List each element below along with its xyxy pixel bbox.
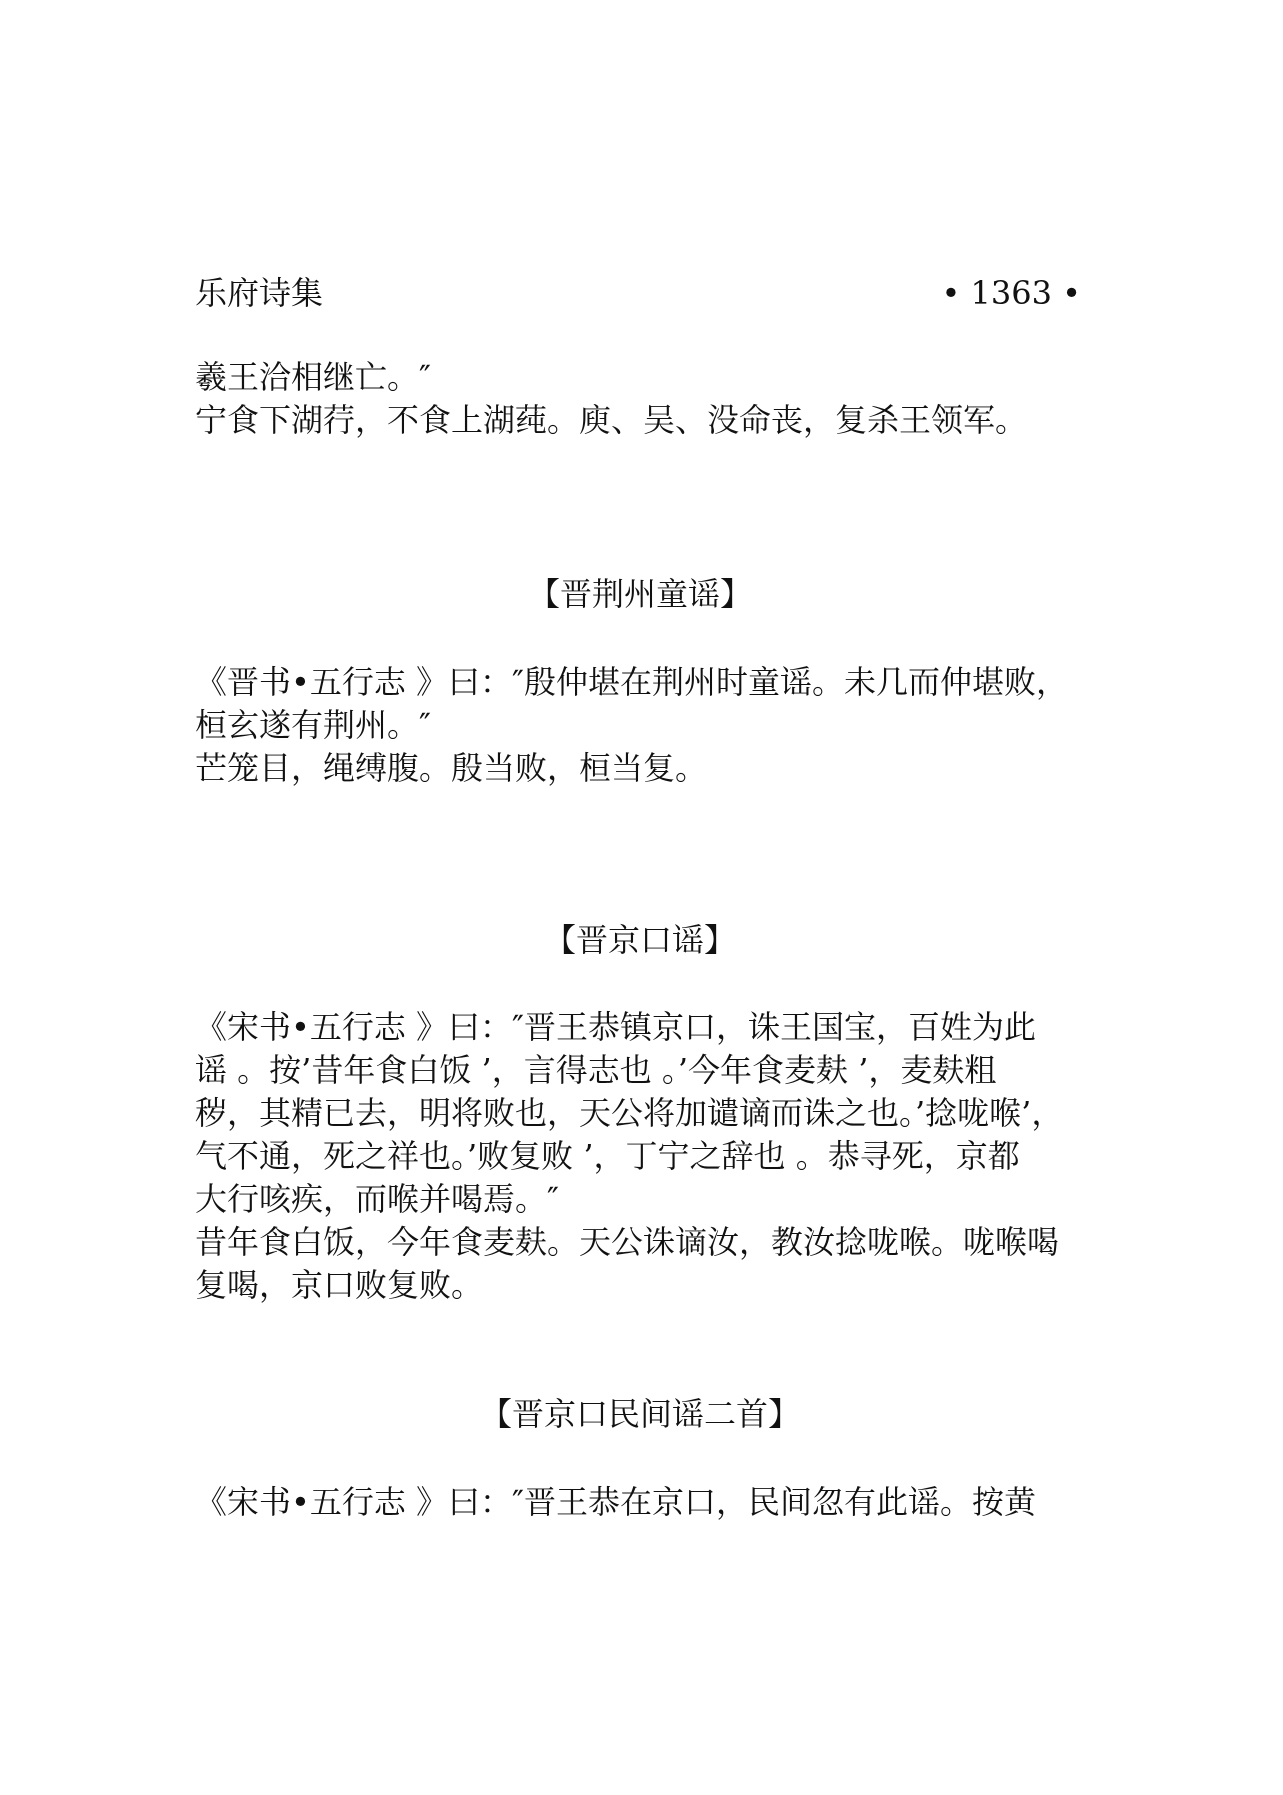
text-line: 羲王洽相继亡。″ — [195, 358, 431, 396]
text-line: 谣 。按’昔年食白饭 ’，言得志也 。’今年食麦麸 ’，麦麸粗 — [195, 1051, 997, 1089]
page-number: • 1363 • — [941, 274, 1081, 312]
section-title: 【晋荆州童谣】 — [527, 575, 752, 613]
text-line: 桓玄遂有荆州。″ — [195, 706, 431, 744]
page-header — [195, 268, 1085, 318]
section-title: 【晋京口谣】 — [543, 921, 736, 959]
text-line: 昔年食白饭，今年食麦麸。天公诛谪汝，教汝捻咙喉。咙喉喝 — [195, 1223, 1060, 1261]
book-title: 乐府诗集 — [195, 274, 324, 312]
text-line: 《宋书•五行志 》曰：″晋王恭镇京口，诛王国宝，百姓为此 — [195, 1008, 1037, 1046]
text-line: 大行咳疾，而喉并喝焉。″ — [195, 1180, 559, 1218]
document-page — [195, 0, 1085, 1795]
text-line: 气不通，死之祥也。’败复败 ’，丁宁之辞也 。恭寻死，京都 — [195, 1137, 1020, 1175]
section-title: 【晋京口民间谣二首】 — [479, 1395, 800, 1433]
text-line: 《晋书•五行志 》曰：″殷仲堪在荆州时童谣。未几而仲堪败， — [195, 663, 1069, 701]
text-line: 芒笼目，绳缚腹。殷当败，桓当复。 — [195, 749, 708, 787]
text-line: 《宋书•五行志 》曰：″晋王恭在京口，民间忽有此谣。按黄 — [195, 1483, 1037, 1521]
text-line: 秽，其精已去，明将败也，天公将加谴谪而诛之也。’捻咙喉’， — [195, 1094, 1064, 1132]
text-line: 复喝，京口败复败。 — [195, 1266, 484, 1304]
text-line: 宁食下湖荇，不食上湖莼。庾、吴、没命丧，复杀王领军。 — [195, 401, 1028, 439]
